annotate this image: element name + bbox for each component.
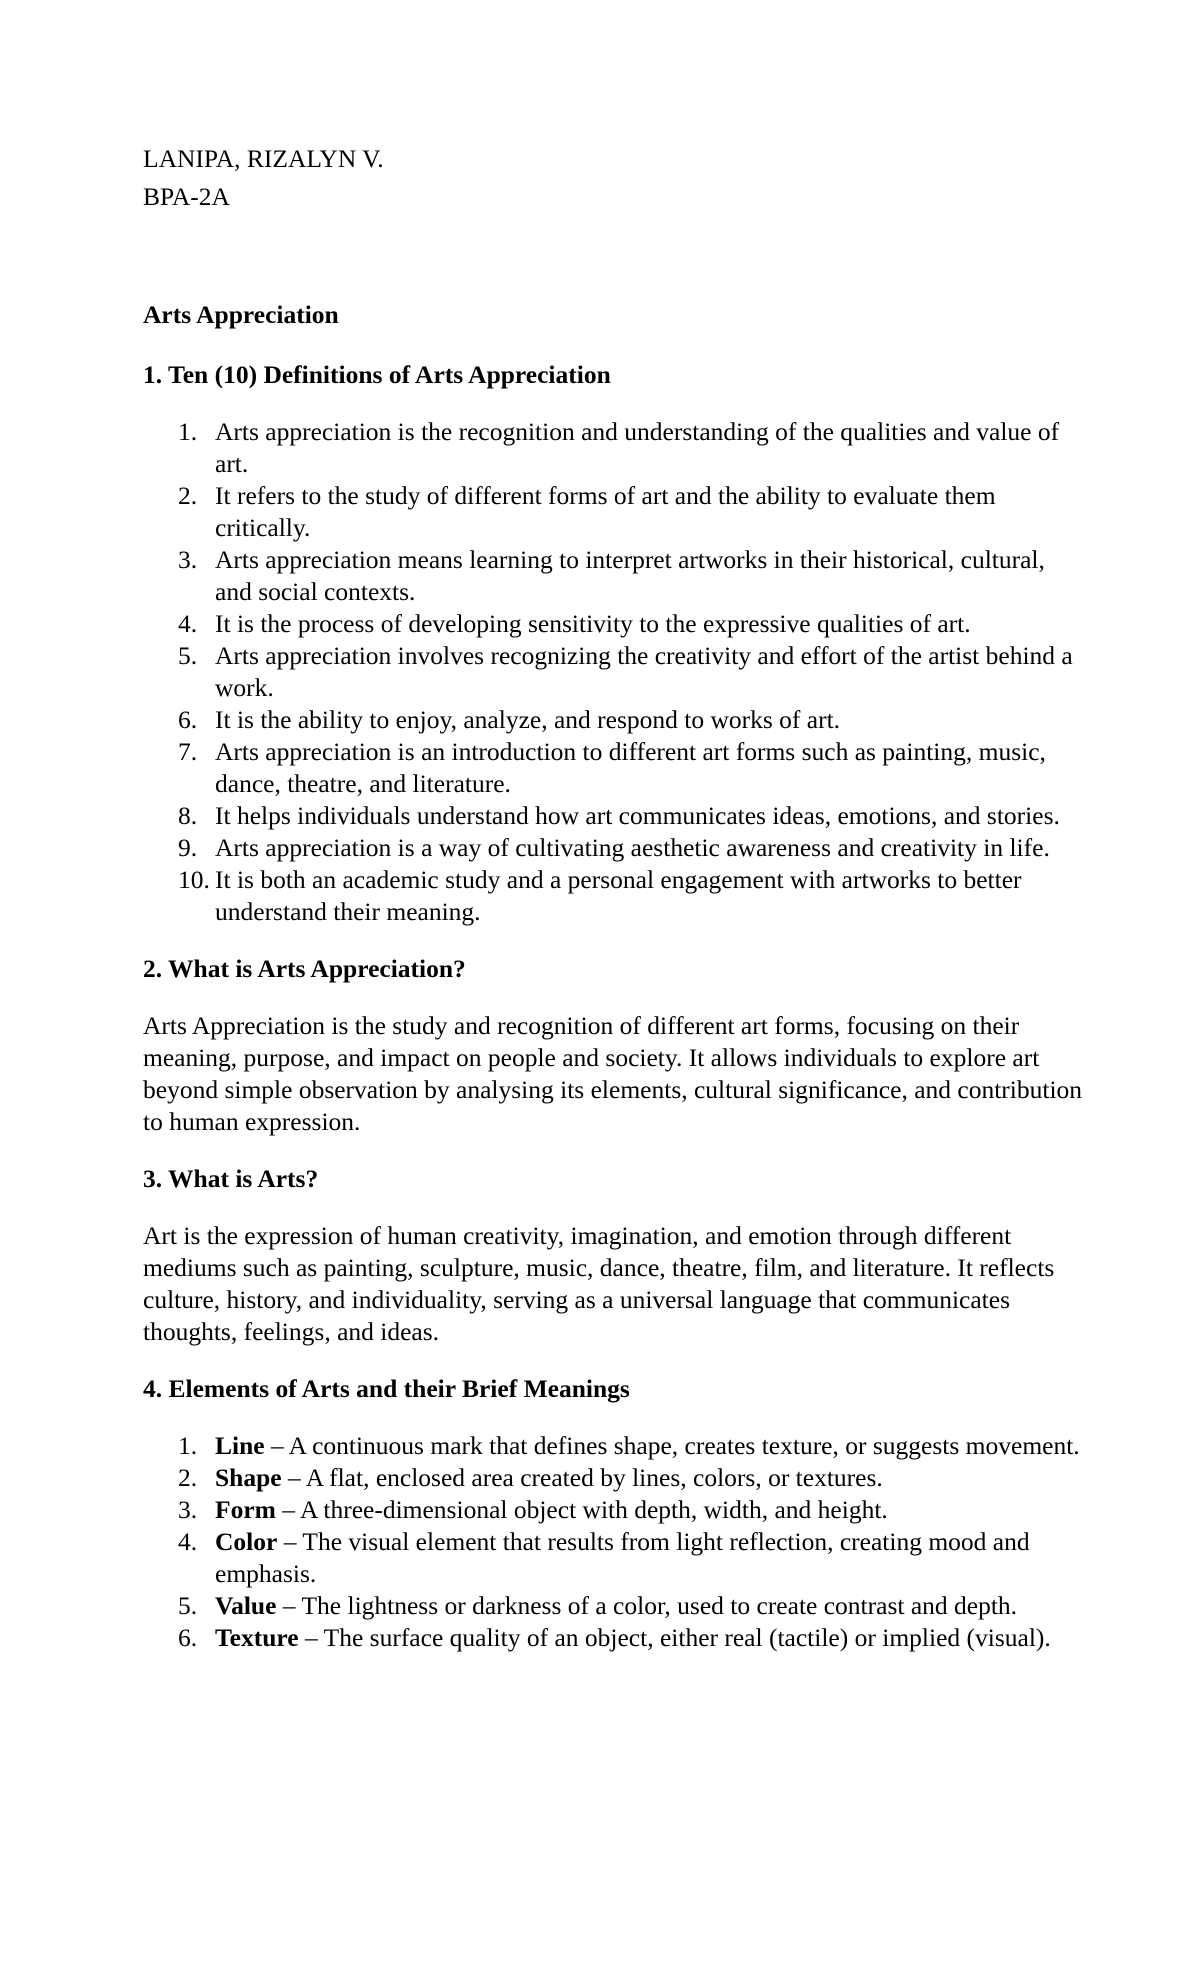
student-section: BPA-2A [143,182,230,211]
list-item [143,704,1083,736]
list-item [143,1430,1083,1462]
section-3-heading: 3. What is Arts? [143,1164,319,1193]
element-term: Form [215,1495,276,1524]
elements-list [143,1430,1083,1654]
list-number: 7. [178,737,198,766]
list-text: It helps individuals understand how art communicates ideas, emotions, and stories. [215,801,1060,830]
list-number: 2. [178,481,198,510]
list-item [143,832,1083,864]
list-item [143,1494,1083,1526]
list-number: 2. [178,1463,198,1492]
element-meaning: – The visual element that results from light reflection, creating mood and emphasis. [215,1527,1030,1588]
list-text: It is the process of developing sensitivity to the expressive qualities of art. [215,609,971,638]
section-4-heading: 4. Elements of Arts and their Brief Meanings [143,1374,630,1403]
section-2-heading: 2. What is Arts Appreciation? [143,954,466,983]
element-term: Shape [215,1463,282,1492]
list-item [143,1462,1083,1494]
element-term: Line [215,1431,265,1460]
document-page [143,140,1083,1654]
list-text: Arts appreciation is the recognition and understanding of the qualities and value of art. [215,417,1060,478]
element-term: Value [215,1591,277,1620]
element-meaning: – A continuous mark that defines shape, creates texture, or suggests movement. [264,1431,1080,1460]
section-3-paragraph: Art is the expression of human creativity, imagination, and emotion through different mediums such as painting, sculpture, music, dance, theatre, film, and literature. It reflects culture, history, and individuality, serving as a universal language that communicates thoughts, feelings, and ideas. [143,1221,1055,1346]
list-item [143,736,1083,800]
list-text: Arts appreciation means learning to interpret artworks in their historical, cultural, and social contexts. [215,545,1045,606]
list-number: 3. [178,545,198,574]
list-text: Arts appreciation is a way of cultivating aesthetic awareness and creativity in life. [215,833,1050,862]
list-item [143,544,1083,608]
list-text: It is both an academic study and a personal engagement with artworks to better understand their meaning. [215,865,1022,926]
list-item [143,640,1083,704]
element-meaning: – The surface quality of an object, either real (tactile) or implied (visual). [298,1623,1051,1652]
student-name: LANIPA, RIZALYN V. [143,144,384,173]
list-number: 5. [178,1591,198,1620]
list-item [143,864,1083,928]
section-2-paragraph: Arts Appreciation is the study and recognition of different art forms, focusing on their meaning, purpose, and impact on people and society. It allows individuals to explore art beyond simple observation by analysing its elements, cultural significance, and contribution to human expression. [143,1011,1083,1136]
document-title: Arts Appreciation [143,300,339,329]
list-item [143,416,1083,480]
element-term: Color [215,1527,278,1556]
element-meaning: – A flat, enclosed area created by lines, colors, or textures. [281,1463,883,1492]
list-number: 6. [178,705,198,734]
list-item [143,480,1083,544]
list-number: 9. [178,833,198,862]
section-1-heading: 1. Ten (10) Definitions of Arts Appreciation [143,360,611,389]
list-text: Arts appreciation involves recognizing the creativity and effort of the artist behind a work. [215,641,1073,702]
list-number: 1. [178,1431,198,1460]
list-item [143,800,1083,832]
list-text: It refers to the study of different forms of art and the ability to evaluate them critically. [215,481,996,542]
list-text: It is the ability to enjoy, analyze, and respond to works of art. [215,705,841,734]
element-meaning: – The lightness or darkness of a color, used to create contrast and depth. [276,1591,1018,1620]
list-text: Arts appreciation is an introduction to different art forms such as painting, music, dance, theatre, and literature. [215,737,1046,798]
list-item [143,1622,1083,1654]
element-meaning: – A three-dimensional object with depth, width, and height. [275,1495,888,1524]
list-number: 3. [178,1495,198,1524]
list-item [143,1590,1083,1622]
list-number: 4. [178,1527,198,1556]
definitions-list [143,416,1083,928]
list-number: 10. [178,865,210,894]
list-item [143,608,1083,640]
list-number: 5. [178,641,198,670]
list-number: 4. [178,609,198,638]
list-number: 6. [178,1623,198,1652]
list-number: 1. [178,417,198,446]
list-number: 8. [178,801,198,830]
list-item [143,1526,1083,1590]
element-term: Texture [215,1623,299,1652]
